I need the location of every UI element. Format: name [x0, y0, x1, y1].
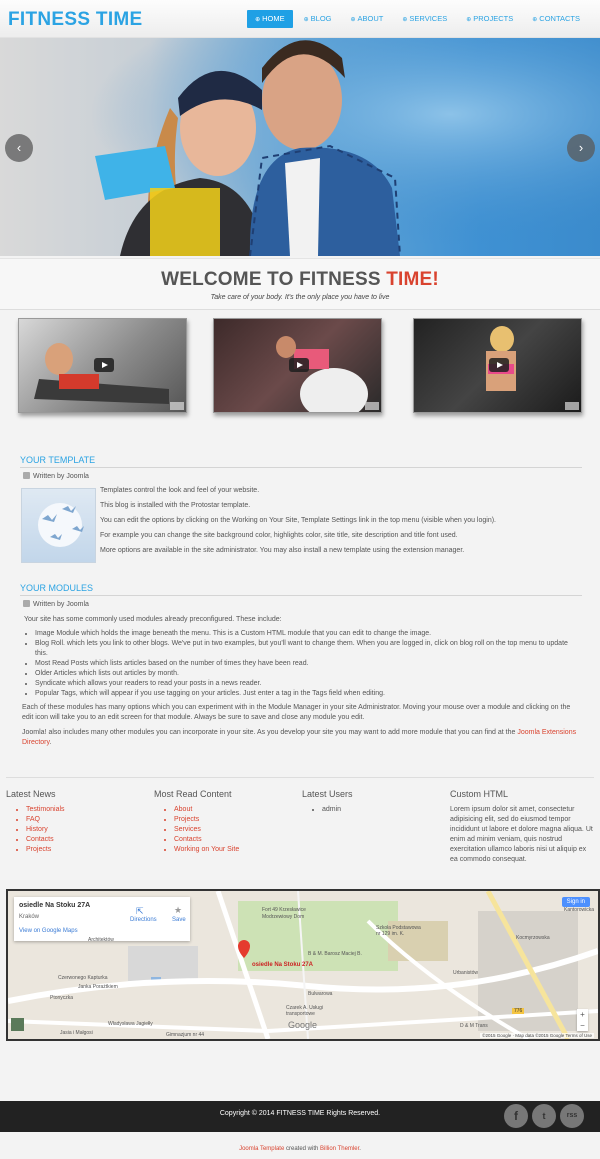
satellite-toggle	[11, 1018, 24, 1031]
video-thumbnail-2[interactable]	[213, 318, 382, 413]
list-item: • Older Articles which lists out articles by month.	[35, 669, 580, 679]
custom-html-text: Lorem ipsum dolor sit amet, consectetur adipisicing elit, sed do eiusmod tempor incididunt ut labore et dolore magna aliqua. Ut enim ad minim veniam, quis nostrud exercitation ullamco laboris nisi ut aliquip ex ea commodo consequat.	[450, 806, 593, 863]
most-read-link[interactable]: • Projects	[174, 815, 298, 825]
map-label: B & M. Barosz Maciej B.	[308, 951, 362, 957]
latest-news-module	[6, 789, 150, 855]
youtube-logo-icon	[170, 402, 184, 410]
news-link[interactable]: • FAQ	[26, 815, 150, 825]
custom-html-module	[450, 789, 594, 865]
road-badge: 776	[514, 1008, 523, 1014]
welcome-title-accent: TIME!	[386, 269, 439, 290]
modules-para-3	[22, 728, 580, 748]
nav-marker-icon: ⊕	[303, 17, 309, 23]
youtube-logo-icon	[365, 402, 379, 410]
map-label: Kantorowicka	[564, 907, 595, 913]
map-label: Urbanistów	[453, 970, 479, 976]
save-label: Save	[172, 917, 186, 923]
map-label: Władysława Jagiełły	[108, 1021, 153, 1027]
hero-slider	[0, 38, 600, 256]
most-read-link[interactable]: • Working on Your Site	[174, 845, 298, 855]
view-on-google-maps-link[interactable]: View on Google Maps	[19, 928, 78, 934]
nav-home[interactable]	[247, 10, 293, 28]
marker-label: osiedle Na Stoku 27A	[252, 962, 314, 968]
credit-text: created with	[284, 1146, 320, 1152]
birds-icon	[22, 489, 97, 564]
news-link[interactable]: • History	[26, 825, 150, 835]
play-icon	[94, 358, 114, 372]
article-author-modules	[23, 600, 89, 608]
map-label: Fort 49 Krzesławice	[262, 907, 306, 913]
save-button[interactable]	[172, 905, 186, 923]
welcome-banner	[0, 258, 600, 310]
user-item: • admin	[322, 805, 446, 815]
map-label: Kocmyrzowska	[516, 935, 550, 941]
article-para: This blog is installed with the Protostar template.	[100, 502, 251, 509]
facebook-icon[interactable]: f	[504, 1104, 528, 1128]
zoom-out-button[interactable]: −	[580, 1021, 585, 1030]
list-item: • Syndicate which allows your readers to read your posts in a news reader.	[35, 679, 580, 689]
most-read-list	[154, 805, 298, 855]
module-title: Latest News	[6, 789, 56, 799]
google-logo: Google	[288, 1020, 318, 1030]
author-label: Written by Joomla	[33, 601, 89, 608]
map-label: Czarek A. Usługi transportowe	[286, 1005, 323, 1017]
list-item: • Blog Roll. which lets you link to other blogs. We've put in two examples, but you'll want to change them. When you are logged in, click on blog roll on the top menu to update this.	[35, 639, 580, 659]
article-para: Templates control the look and feel of your website.	[100, 487, 260, 494]
chevron-left-icon: ‹	[16, 140, 22, 155]
divider	[6, 777, 594, 778]
list-item: • Image Module which holds the image beneath the menu. This is a Custom HTML module that you can edit to change the image.	[35, 629, 580, 639]
map-label: Architektów	[88, 937, 114, 943]
map-label: Modrzewiowy Dom	[262, 914, 305, 920]
map-place-name: osiedle Na Stoku 27A	[19, 902, 91, 909]
google-map[interactable]	[6, 889, 600, 1041]
nav-blog[interactable]	[296, 10, 340, 28]
copyright-text: Copyright © 2014 FITNESS TIME Rights Reserved.	[219, 1110, 381, 1117]
article-para: For example you can change the site background color, highlights color, site title, site description and title font used.	[100, 532, 458, 539]
nav-projects[interactable]	[458, 10, 521, 28]
map-label: Janka Porażtkiem	[78, 984, 118, 990]
module-title: Most Read Content	[154, 789, 232, 799]
twitter-icon[interactable]: t	[532, 1104, 556, 1128]
nav-blog-label: BLOG	[310, 14, 332, 23]
slider-next-button[interactable]	[567, 134, 595, 162]
zoom-in-button[interactable]: +	[580, 1010, 585, 1019]
nav-marker-icon: ⊕	[255, 17, 261, 23]
chevron-right-icon: ›	[578, 140, 584, 155]
map-attribution: ©2015 Google · Map data ©2015 Google Terms of Use	[482, 1033, 592, 1038]
nav-marker-icon: ⊕	[532, 17, 538, 23]
map-label: Czerwonego Kapturka	[58, 975, 108, 981]
nav-contacts-label: CONTACTS	[539, 14, 580, 23]
nav-projects-label: PROJECTS	[473, 14, 514, 23]
joomla-template-link[interactable]: Joomla Template	[239, 1146, 285, 1152]
nav-services-label: SERVICES	[409, 14, 448, 23]
extensions-directory-link[interactable]: Joomla Extensions Directory	[22, 729, 577, 746]
map-label: Ptonyczka	[50, 995, 74, 1001]
most-read-link[interactable]: • Services	[174, 825, 298, 835]
article-title-template[interactable]: YOUR TEMPLATE	[20, 455, 582, 468]
map-label: Szkoła Podstawowa nr 129 im. K.	[376, 925, 421, 937]
hero-image	[0, 38, 600, 256]
map-label: Bulwarowa	[308, 991, 333, 997]
nav-marker-icon: ⊕	[350, 17, 356, 23]
article-para: You can edit the options by clicking on the Working on Your Site, Template Settings link in the top menu (visible when you login).	[100, 517, 496, 524]
main-nav	[247, 10, 588, 28]
welcome-title-main: WELCOME TO FITNESS	[161, 269, 387, 290]
map-city: Kraków	[19, 914, 40, 920]
sign-in-button[interactable]: Sign in	[562, 897, 590, 907]
most-read-link[interactable]: • Contacts	[174, 835, 298, 845]
article-image	[21, 488, 96, 563]
slider-prev-button[interactable]	[5, 134, 33, 162]
welcome-subtitle: Take care of your body. It's the only place you have to live	[210, 294, 390, 301]
article-title-modules[interactable]: YOUR MODULES	[20, 583, 582, 596]
site-header	[0, 0, 600, 38]
rss-icon[interactable]: rss	[560, 1104, 584, 1128]
nav-marker-icon: ⊕	[402, 17, 408, 23]
nav-services[interactable]	[394, 10, 455, 28]
modules-para-2: Each of these modules has many options which you can experiment with in the Module Manager in your site Administrator. Moving your mouse over a module and clicking on the edit icon will take you to an edit screen for that module. Always be sure to save and close any module you edit.	[22, 704, 571, 721]
star-icon: ★	[174, 905, 183, 915]
article-author-template	[23, 472, 89, 480]
map-label: Gimnazjum nr 44	[166, 1032, 205, 1038]
news-link[interactable]: • Contacts	[26, 835, 150, 845]
youtube-logo-icon	[565, 402, 579, 410]
nav-about[interactable]	[343, 10, 392, 28]
play-icon	[489, 358, 509, 372]
map-label: D & M Trans	[460, 1023, 488, 1029]
list-item: • Most Read Posts which lists articles based on the number of times they have been read.	[35, 659, 580, 669]
map-info-box	[14, 897, 190, 941]
most-read-link[interactable]: • About	[174, 805, 298, 815]
news-link[interactable]: • Testimonials	[26, 805, 150, 815]
directions-icon: ⇱	[136, 906, 144, 916]
nav-about-label: ABOUT	[357, 14, 384, 23]
credit-line	[0, 1146, 600, 1152]
latest-users-list	[302, 805, 446, 815]
nav-marker-icon: ⊕	[466, 17, 472, 23]
period: .	[49, 739, 52, 746]
nav-home-label: HOME	[262, 14, 285, 23]
module-title: Latest Users	[302, 789, 353, 799]
directions-button[interactable]	[130, 906, 157, 923]
modules-list	[24, 629, 580, 699]
nav-contacts[interactable]	[524, 10, 588, 28]
user-icon	[23, 600, 30, 607]
news-link[interactable]: • Projects	[26, 845, 150, 855]
modules-para-3-text: Joomla! also includes many other modules you can incorporate in your site. As you develop your site you may want to add more module that you can find at the	[22, 729, 516, 736]
credit-period: .	[359, 1146, 361, 1152]
latest-users-module	[302, 789, 446, 815]
author-label: Written by Joomla	[33, 473, 89, 480]
module-title: Custom HTML	[450, 789, 509, 799]
themler-link[interactable]: Billion Themler	[320, 1146, 360, 1152]
map-label: Jasia i Małgosi	[60, 1030, 93, 1036]
site-logo[interactable]: FITNESS TIME	[8, 9, 143, 30]
video-thumbnail-1[interactable]	[18, 318, 187, 413]
user-icon	[23, 472, 30, 479]
modules-intro: Your site has some commonly used modules already preconfigured. These include:	[24, 616, 282, 623]
video-thumbnail-3[interactable]	[413, 318, 582, 413]
welcome-title	[0, 269, 600, 291]
latest-news-list	[6, 805, 150, 855]
article-para: More options are available in the site administrator. You may also install a new template using the extension manager.	[100, 547, 465, 554]
most-read-module	[154, 789, 298, 855]
zoom-controls	[577, 1009, 588, 1031]
list-item: • Popular Tags, which will appear if you use tagging on your articles. Just enter a tag in the Tags field when editing.	[35, 689, 580, 699]
directions-label: Directions	[130, 917, 157, 923]
play-icon	[289, 358, 309, 372]
